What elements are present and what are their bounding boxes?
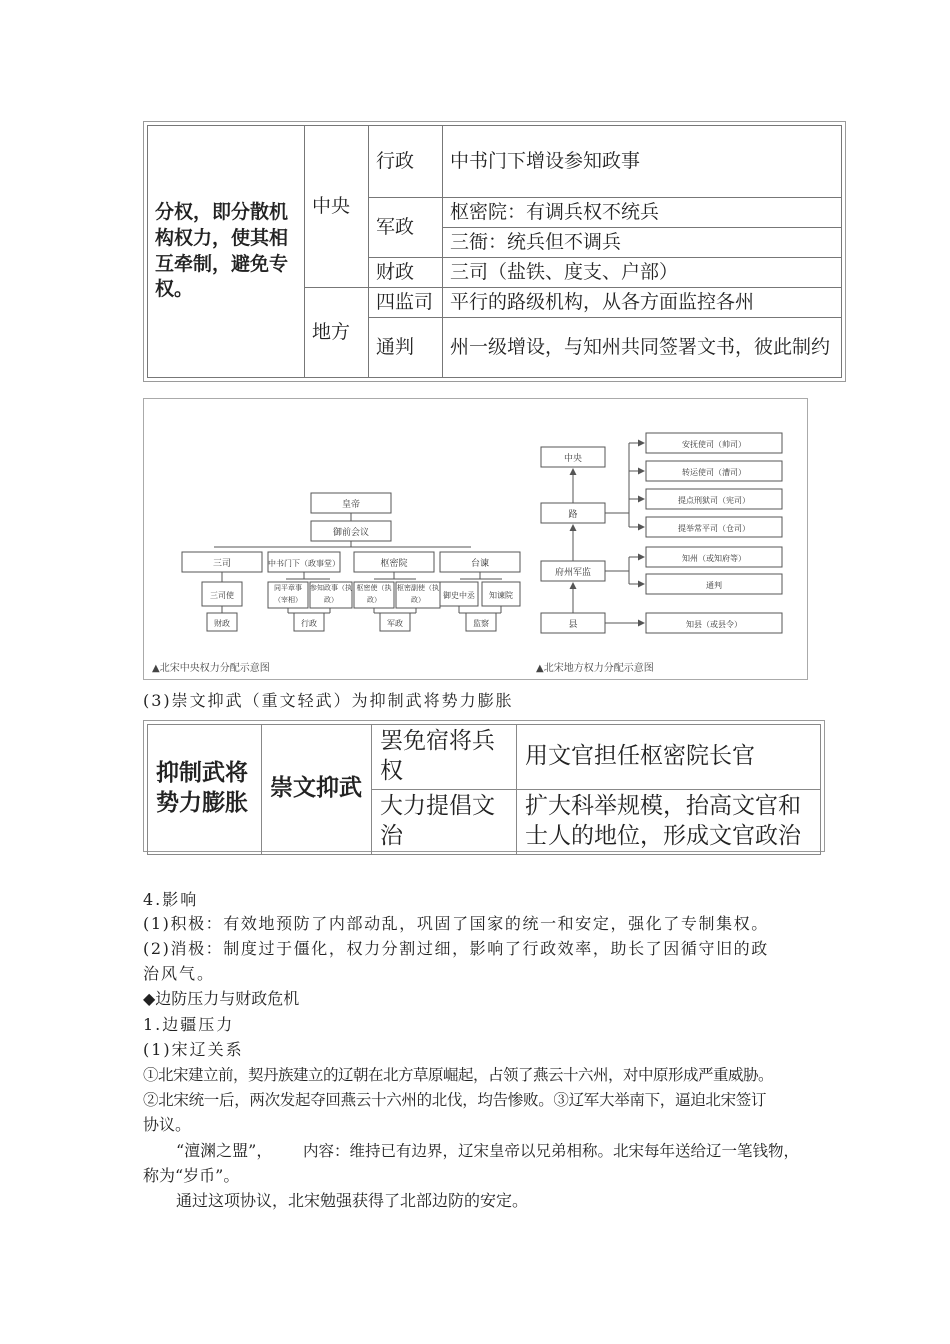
lu-official-label: 转运使司（漕司） bbox=[682, 468, 746, 477]
local-central-label: 中央 bbox=[563, 454, 583, 464]
row-content: 州一级增设，与知州共同签署文书，彼此制约 bbox=[443, 318, 842, 378]
local-level-label: 地方 bbox=[312, 321, 351, 344]
negative-impact-line1: (2)消极：制度过于僵化，权力分割过细，影响了行政效率，助长了因循守旧的政 bbox=[143, 939, 769, 958]
group-label: 台谏 bbox=[470, 559, 490, 569]
row-content: 三司（盐铁、度支、户部） bbox=[443, 258, 842, 288]
row-content: 中书门下增设参知政事 bbox=[443, 126, 842, 198]
detail-cell: 用文官担任枢密院长官 bbox=[517, 725, 821, 790]
paragraph-line: 称为“岁币”。 bbox=[143, 1166, 240, 1185]
central-level-label: 中央 bbox=[312, 195, 351, 218]
positive-impact: (1)积极：有效地预防了内部动乱，巩固了国家的统一和安定，强化了专制集权。 bbox=[143, 914, 769, 933]
row-content: 平行的路级机构，从各方面监控各州 bbox=[443, 288, 842, 318]
diagram-svg bbox=[144, 399, 807, 679]
pref-official-label: 通判 bbox=[706, 581, 722, 590]
official-label: 同平章事（宰相） bbox=[274, 584, 302, 604]
row-label: 四监司 bbox=[369, 288, 443, 318]
lu-label: 路 bbox=[568, 510, 578, 520]
official-fo bbox=[396, 582, 440, 608]
impact-heading: 4.影响 bbox=[143, 890, 199, 909]
negative-impact-line2: 治风气。 bbox=[143, 964, 216, 983]
paragraph-line: ①北宋建立前，契丹族建立的辽朝在北方草原崛起，占领了燕云十六州，对中原形成严重威胁。 bbox=[143, 1066, 774, 1084]
principle-cell bbox=[148, 126, 305, 378]
official-fo bbox=[310, 582, 352, 608]
lu-official-label: 提点刑狱司（宪司） bbox=[678, 496, 750, 505]
treaty-name: “澶渊之盟”， bbox=[176, 1141, 273, 1160]
power-division-table bbox=[143, 121, 846, 382]
function-label: 行政 bbox=[301, 619, 317, 628]
central-caption: ▲北宋中央权力分配示意图 bbox=[152, 663, 270, 674]
treaty-content: 内容：维持已有边界，辽宋皇帝以兄弟相称。北宋每年送给辽一笔钱物， bbox=[303, 1142, 800, 1160]
subheading-song-liao: (1)宋辽关系 bbox=[143, 1040, 244, 1059]
section3-heading: (3)崇文抑武（重文轻武）为抑制武将势力膨胀 bbox=[143, 691, 514, 710]
detail-cell: 扩大科举规模，抬高文官和士人的地位，形成文官政治 bbox=[517, 789, 821, 854]
group-label: 中书门下（政事堂） bbox=[268, 559, 340, 568]
county-label: 县 bbox=[568, 620, 578, 630]
measure-cell: 罢免宿将兵权 bbox=[372, 725, 517, 790]
pref-official-label: 知州（或知府等） bbox=[682, 554, 746, 563]
emperor-label: 皇帝 bbox=[341, 500, 361, 510]
measure-cell: 大力提倡文治 bbox=[372, 789, 517, 854]
power-division-grid bbox=[147, 125, 842, 378]
row-label: 行政 bbox=[369, 126, 443, 198]
suppress-military-table bbox=[143, 720, 825, 852]
official-fo bbox=[268, 582, 308, 608]
power-distribution-diagram bbox=[143, 398, 808, 680]
paragraph-line: 协议。 bbox=[143, 1115, 192, 1134]
suppress-military-grid bbox=[147, 724, 821, 855]
policy-cell: 崇文抑武 bbox=[262, 725, 372, 855]
row-label: 财政 bbox=[369, 258, 443, 288]
local-level-cell bbox=[305, 288, 369, 378]
county-official-label: 知县（或县令） bbox=[686, 620, 742, 629]
local-caption: ▲北宋地方权力分配示意图 bbox=[536, 663, 654, 674]
section-heading: ◆边防压力与财政危机 bbox=[143, 989, 300, 1008]
central-level-cell bbox=[305, 126, 369, 288]
row-label: 通判 bbox=[369, 318, 443, 378]
row-content: 三衙：统兵但不调兵 bbox=[443, 228, 842, 258]
group-label: 三司 bbox=[212, 559, 232, 569]
function-label: 财政 bbox=[214, 619, 230, 628]
official-label: 御史中丞 bbox=[443, 591, 475, 600]
official-label: 三司使 bbox=[210, 591, 234, 600]
official-label: 知谏院 bbox=[489, 591, 513, 600]
purpose-cell: 抑制武将势力膨胀 bbox=[148, 725, 262, 855]
row-content: 枢密院：有调兵权不统兵 bbox=[443, 198, 842, 228]
group-label: 枢密院 bbox=[380, 559, 408, 569]
council-label: 御前会议 bbox=[332, 528, 370, 538]
lu-official-label: 提举常平司（仓司） bbox=[678, 524, 750, 533]
official-label: 枢密使（执政） bbox=[356, 584, 392, 604]
lu-official-label: 安抚使司（帅司） bbox=[682, 440, 746, 449]
function-label: 军政 bbox=[387, 619, 403, 628]
paragraph-line: 通过这项协议，北宋勉强获得了北部边防的安定。 bbox=[176, 1191, 529, 1210]
paragraph-line: ②北宋统一后，两次发起夺回燕云十六州的北伐，均告惨败。③辽军大举南下，逼迫北宋签订 bbox=[143, 1091, 767, 1109]
official-label: 参知政事（执政） bbox=[310, 584, 352, 604]
official-fo bbox=[354, 582, 394, 608]
principle-text: 分权，即分散机构权力，使其相互牵制，避免专权。 bbox=[155, 201, 289, 301]
function-label: 监察 bbox=[473, 619, 489, 628]
subheading-frontier: 1.边疆压力 bbox=[143, 1015, 235, 1034]
prefecture-label: 府州军监 bbox=[554, 568, 592, 578]
official-label: 枢密副使（执政） bbox=[397, 584, 439, 604]
row-label: 军政 bbox=[369, 198, 443, 258]
